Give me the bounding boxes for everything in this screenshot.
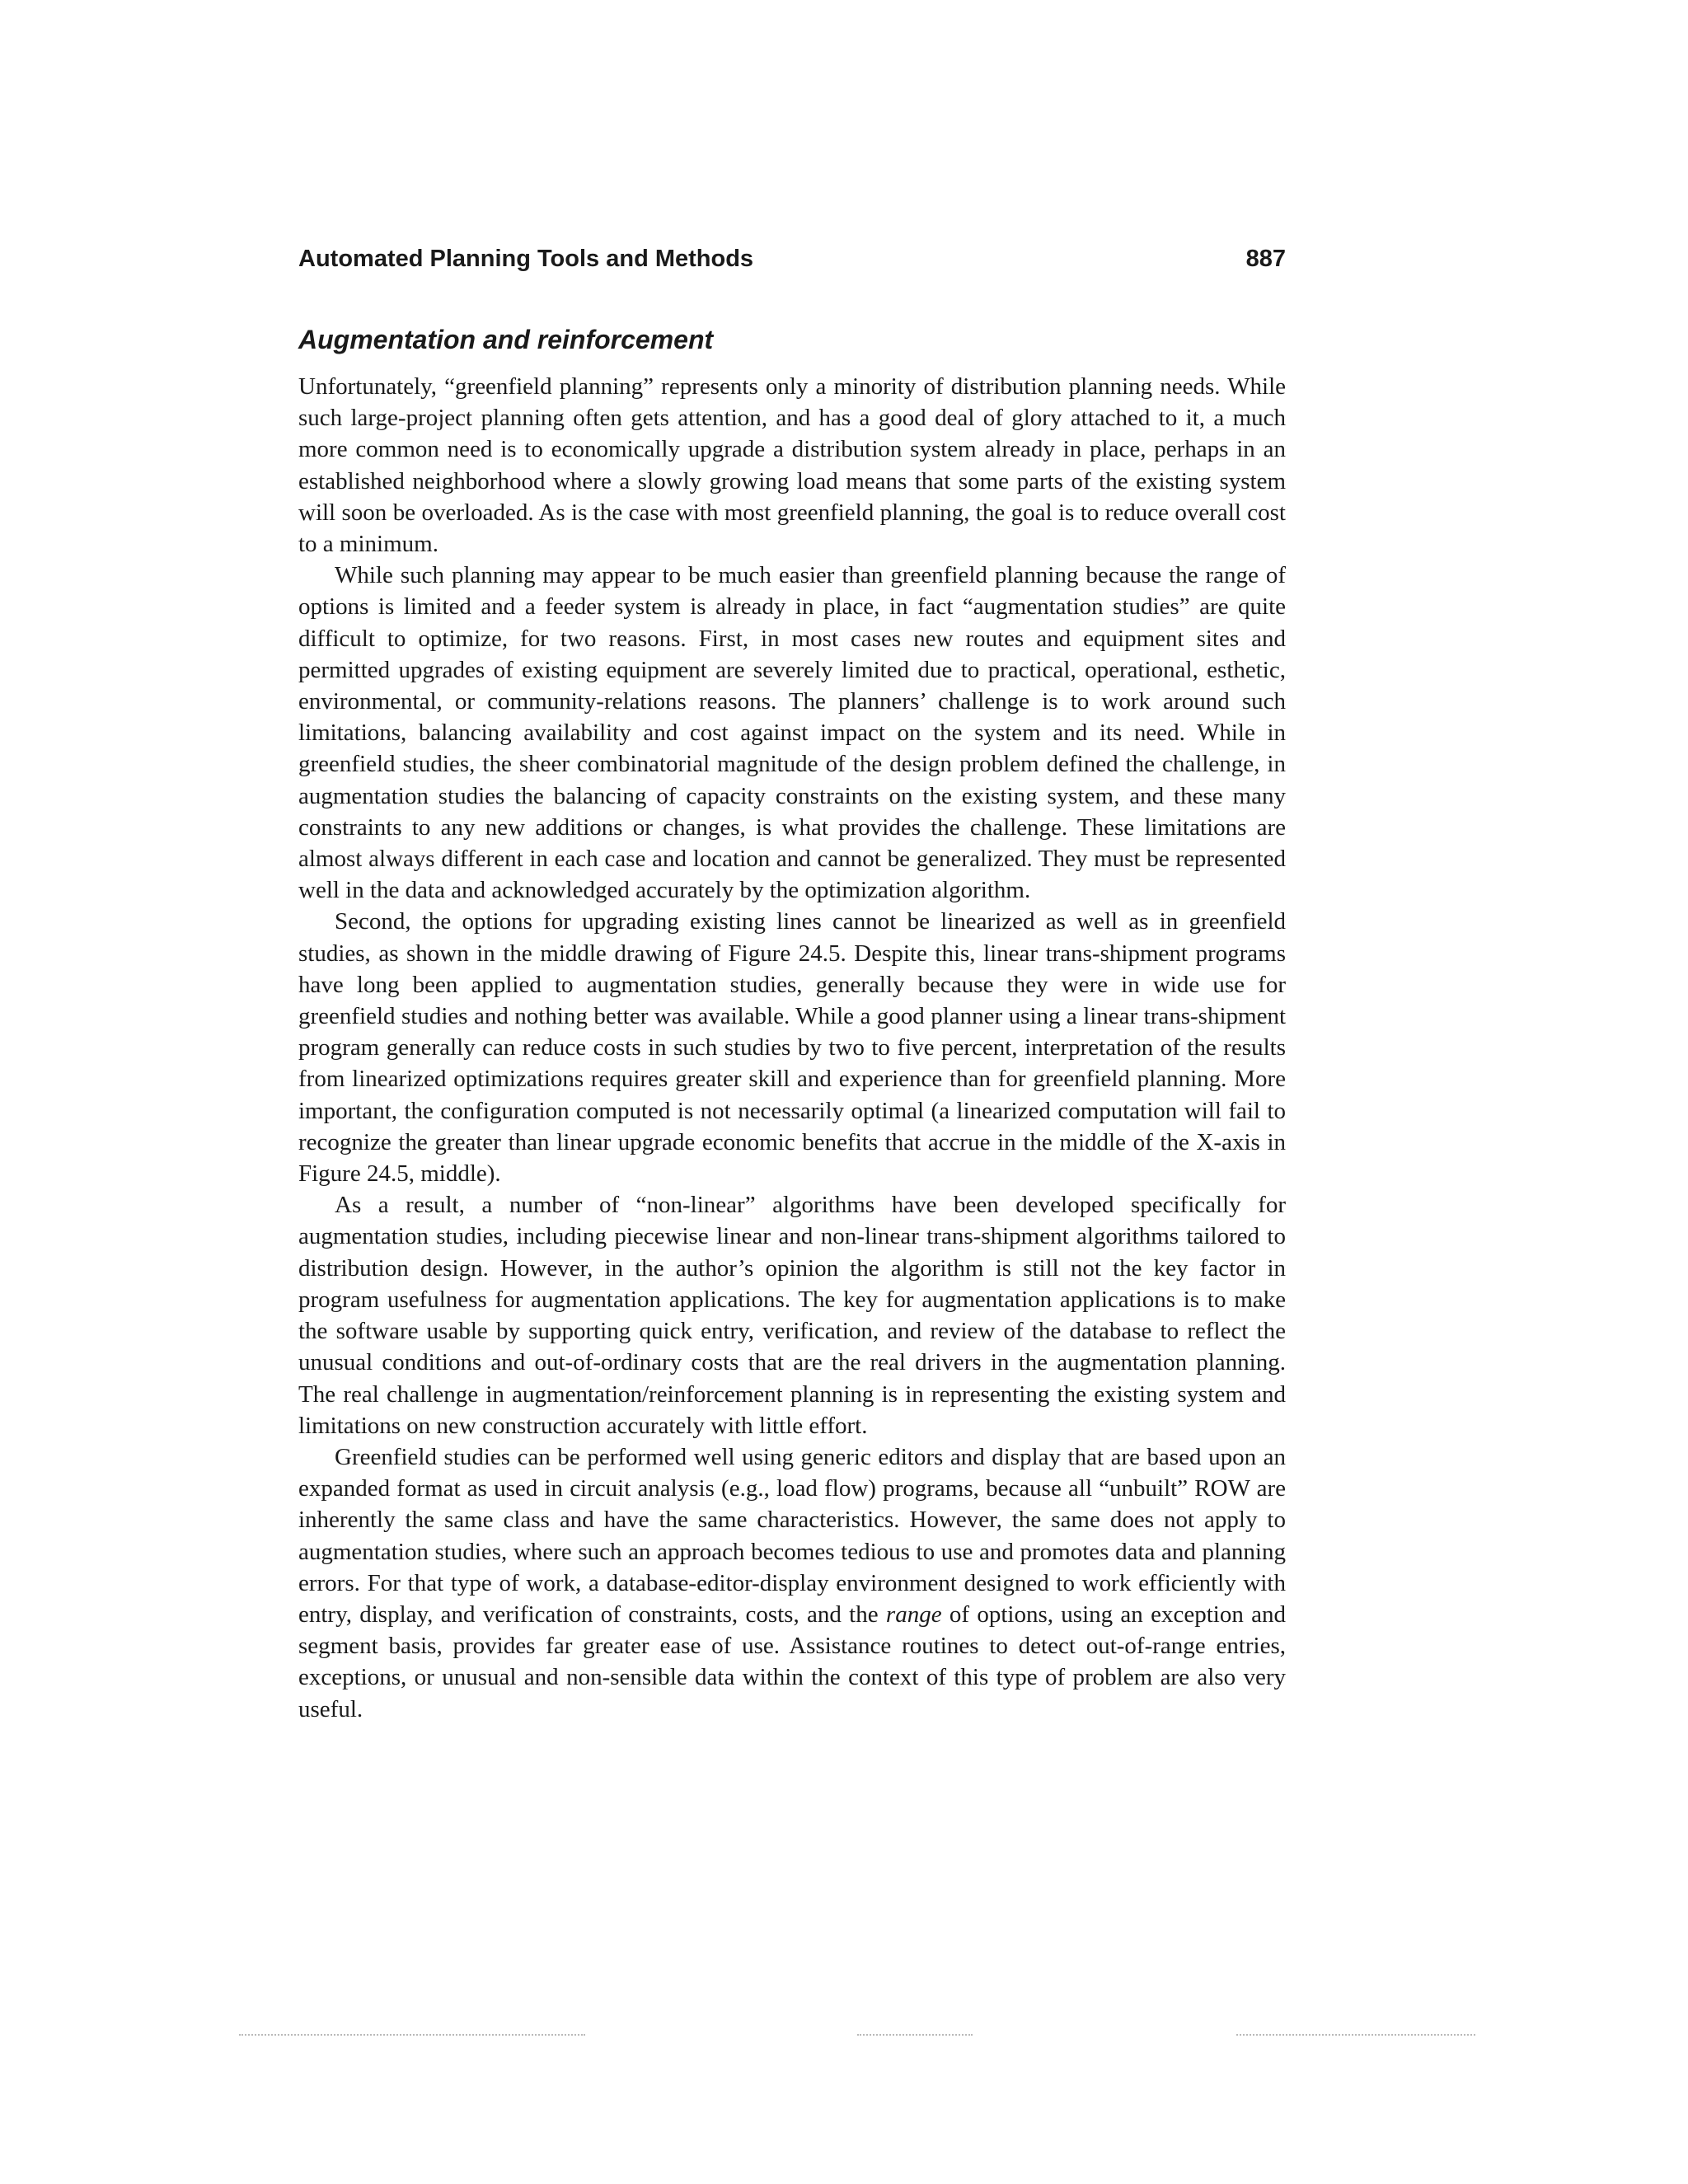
paragraph-3: Second, the options for upgrading existing lines cannot be linearized as well as in greenfield studies, as shown in the middle drawing of Figure 24.5. Despite this, linear trans-shipment programs have long been applied to augmentation studies, generally because they were in wide use for greenfield studies and nothing better was available. While a good planner using a linear trans-shipment program generally can reduce costs in such studies by two to five percent, interpretation of the results from linearized optimizations requires greater skill and experience than for greenfield planning. More important, the configuration computed is not necessarily optimal (a linearized computation will fail to recognize the greater than linear upgrade economic benefits that accrue in the middle of the X-axis in Figure 24.5, middle). bbox=[298, 908, 1286, 1188]
scan-artifact-line bbox=[857, 2034, 973, 2036]
body-text bbox=[298, 371, 1286, 1725]
scan-artifact-line bbox=[1236, 2034, 1475, 2036]
page-number: 887 bbox=[1245, 246, 1286, 272]
section-heading: Augmentation and reinforcement bbox=[298, 325, 714, 354]
paragraph-2: While such planning may appear to be much easier than greenfield planning because the range of options is limited and a feeder system is already in place, in fact “augmentation studies” are quite difficult to optimize, for two reasons. First, in most cases new routes and equipment sites and permitted upgrades of existing equipment are severely limited due to practical, operational, esthetic, environmental, or community-relations reasons. The planners’ challenge is to work around such limitations, balancing availability and cost against impact on the system and its need. While in greenfield studies, the sheer combinatorial magnitude of the design problem defined the challenge, in augmentation studies the balancing of capacity constraints on the existing system, and these many constraints to any new additions or changes, is what provides the challenge. These limitations are almost always different in each case and location and cannot be generalized. They must be represented well in the data and acknowledged accurately by the optimization algorithm. bbox=[298, 562, 1286, 904]
paragraph-1: Unfortunately, “greenfield planning” represents only a minority of distribution planning needs. While such large-project planning often gets attention, and has a good deal of glory attached to it, a much more common need is to economically upgrade a distribution system already in place, perhaps in an established neighborhood where a slowly growing load means that some parts of the existing system will soon be overloaded. As is the case with most greenfield planning, the goal is to reduce overall cost to a minimum. bbox=[298, 373, 1286, 558]
running-head-title: Automated Planning Tools and Methods bbox=[298, 246, 754, 272]
paragraph-5-text-start: Greenfield studies can be performed well using generic editors and display that are based upon an expanded format as used in circuit analysis (e.g., load flow) programs, because all “unbuilt” ROW are inherently the same class and have the same characteristics. However, the same does not apply to augmentation studies, where such an approach becomes tedious to use and promotes data and planning errors. For that type of work, a database-editor-display environment designed to work efficiently with entry, display, and verification of constraints, costs, and the bbox=[298, 1443, 1286, 1628]
scan-artifact-line bbox=[239, 2034, 585, 2036]
paragraph-4: As a result, a number of “non-linear” algorithms have been developed specifically for augmentation studies, including piecewise linear and non-linear trans-shipment algorithms tailored to distribution design. However, in the author’s opinion the algorithm is still not the key factor in program usefulness for augmentation applications. The key for augmentation applications is to make the software usable by supporting quick entry, verification, and review of the database to reflect the unusual conditions and out-of-ordinary costs that are the real drivers in the augmentation planning. The real challenge in augmentation/reinforcement planning is in representing the existing system and limitations on new construction accurately with little effort. bbox=[298, 1192, 1286, 1439]
paragraph-5-text-end: of options, using an exception and segment basis, provides far greater ease of use. Assistance routines to detect out-of-range entries, exceptions, or unusual and non-sensible data within the context of this type of problem are also very useful. bbox=[298, 1601, 1286, 1722]
paragraph-5-emphasis: range bbox=[885, 1601, 942, 1628]
running-head bbox=[298, 241, 1286, 277]
paragraph-5 bbox=[298, 1441, 1286, 1725]
